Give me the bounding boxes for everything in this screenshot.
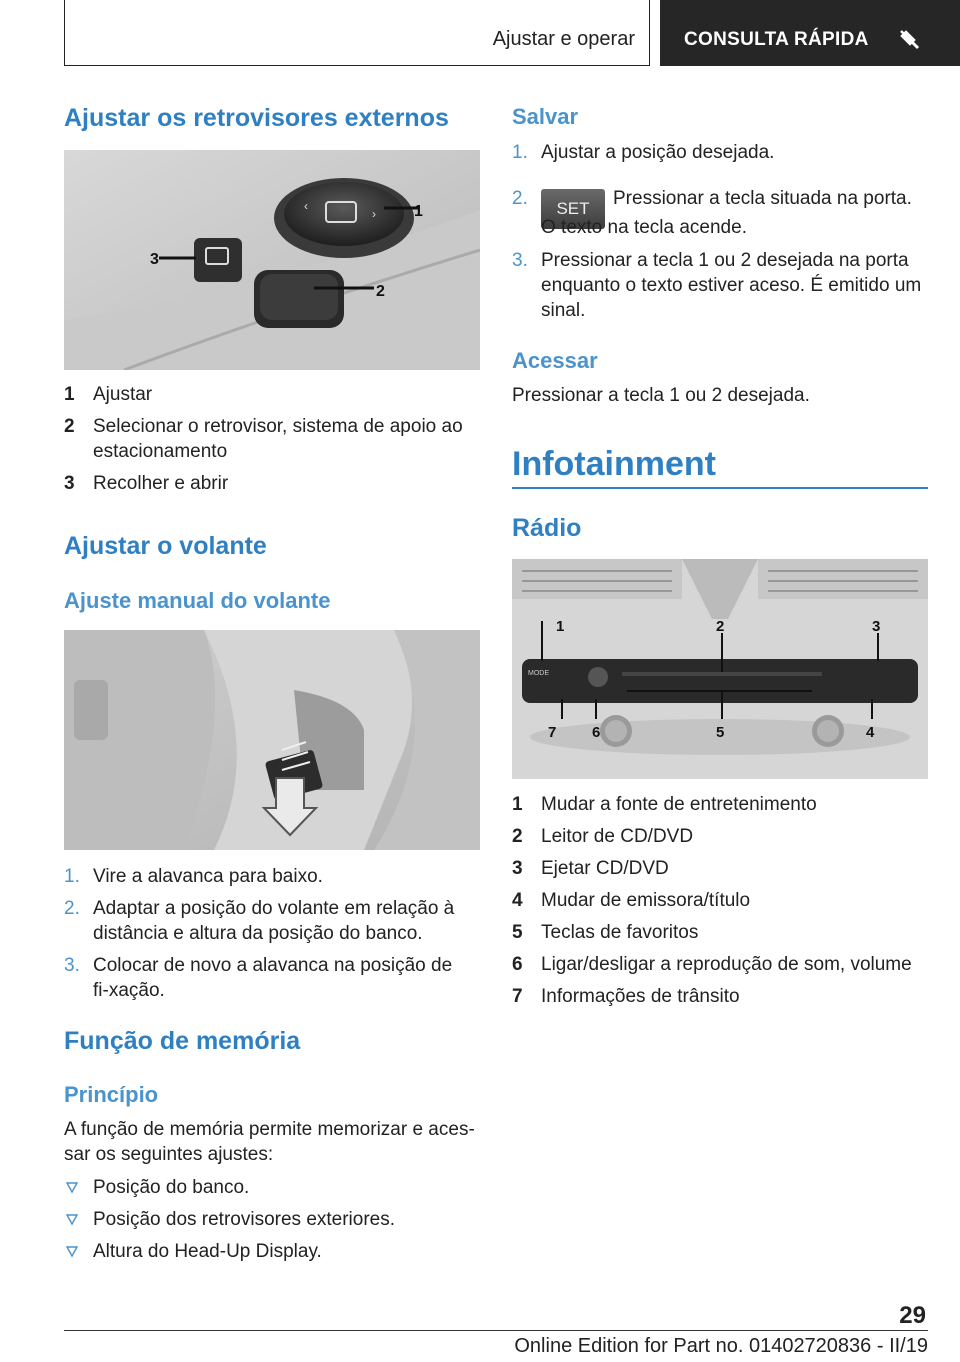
mirrors-title: Ajustar os retrovisores externos (64, 104, 449, 132)
memory-intro: A função de memória permite memorizar e aces‐sar os seguintes ajustes: (64, 1119, 475, 1165)
access-title: Acessar (512, 348, 598, 373)
mirror-controls-image (64, 150, 480, 370)
svg-text:MODE: MODE (528, 670, 549, 677)
footer-edition: Online Edition for Part no. 01402720836 - II/19 (514, 1335, 928, 1357)
memory-title: Função de memória (64, 1027, 301, 1055)
quick-reference-tab-label: CONSULTA RÁPIDA (684, 29, 869, 50)
callout-1: 1 (414, 203, 423, 220)
callout-7: 7 (548, 724, 557, 741)
callout-6: 6 (592, 724, 601, 741)
header-section-box (64, 0, 650, 66)
callout-2: 2 (376, 283, 385, 300)
svg-text:‹: ‹ (304, 199, 308, 213)
section-divider (512, 487, 928, 489)
triangle-bullet-icon (66, 1246, 78, 1258)
callout-4: 4 (866, 724, 875, 741)
callout-5: 5 (716, 724, 725, 741)
infotainment-title: Infotainment (512, 445, 716, 483)
page-number: 29 (899, 1302, 926, 1329)
radio-title: Rádio (512, 514, 582, 542)
triangle-bullet-icon (66, 1182, 78, 1194)
triangle-bullet-icon (66, 1214, 78, 1226)
quick-reference-tab[interactable] (660, 0, 960, 66)
memory-subtitle: Princípio (64, 1082, 159, 1107)
footer-divider (64, 1330, 928, 1331)
save-title: Salvar (512, 104, 579, 129)
quick-reference-icon (898, 28, 920, 50)
set-key-icon: SET (541, 189, 605, 229)
svg-text:›: › (372, 207, 376, 221)
steering-title: Ajustar o volante (64, 532, 267, 560)
radio-panel-image (512, 559, 928, 779)
steering-subtitle: Ajuste manual do volante (64, 588, 331, 613)
callout-3: 3 (872, 618, 881, 635)
header-section-title: Ajustar e operar (492, 28, 635, 50)
step-item-continuation: O texto na tecla acende. (541, 217, 747, 238)
access-text: Pressionar a tecla 1 ou 2 desejada. (512, 385, 810, 406)
steering-column-image (64, 630, 480, 850)
callout-3: 3 (150, 251, 159, 268)
callout-2: 2 (716, 618, 725, 635)
callout-1: 1 (556, 618, 565, 635)
